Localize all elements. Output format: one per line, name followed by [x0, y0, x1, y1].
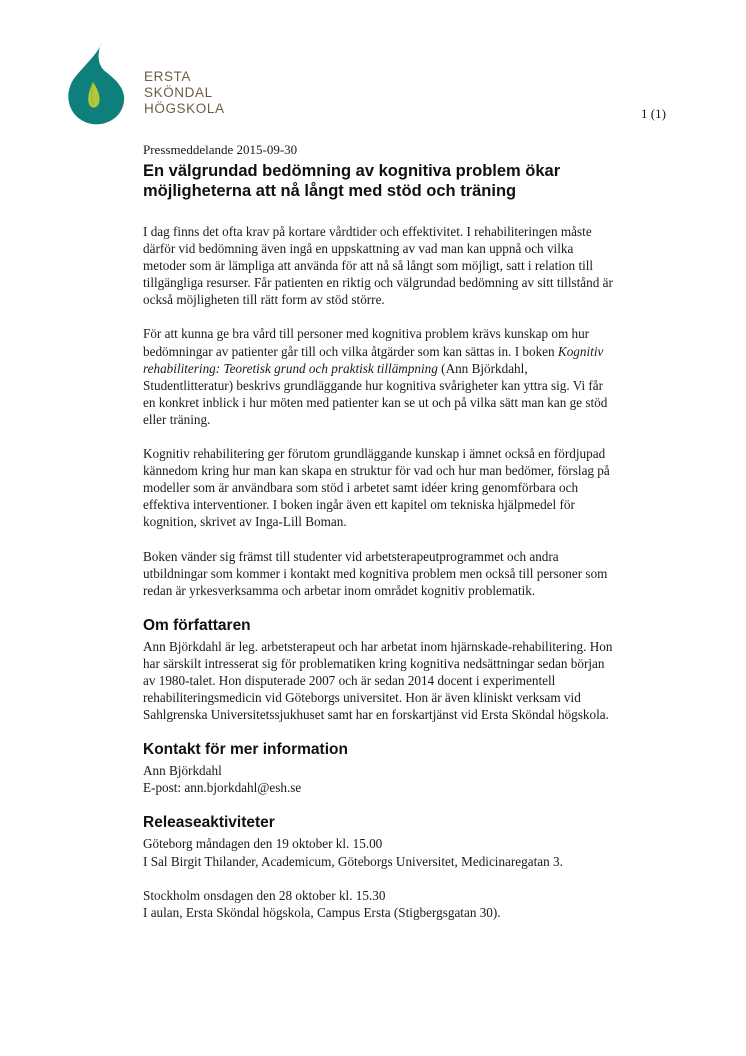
logo-drop-icon: [66, 42, 136, 126]
logo-line-2: SKÖNDAL: [144, 85, 213, 100]
page-number: 1 (1): [641, 106, 666, 121]
event-2-time: Stockholm onsdagen den 28 oktober kl. 15.30: [143, 887, 386, 903]
book-title: Kognitiv rehabilitering: Teoretisk grund och praktisk tillämpning: [143, 343, 604, 376]
event-2-location: I aulan, Ersta Sköndal högskola, Campus Ersta (Stigbergsgatan 30).: [143, 904, 501, 920]
paragraph-intro: I dag finns det ofta krav på kortare vårdtider och effektivitet. I rehabiliteringen måste därför vid bedömning även ingå en uppskattning av vad man kan uppnå och vilka metoder som är lämpliga att använda för att nå så långt som möjligt, satt i relation till tillgängliga resurser. Får patienten en riktig och välgrundad bedömning av sitt tillstånd är också möjligheten till rätt form av stöd större.: [143, 224, 613, 308]
paragraph-content: Kognitiv rehabilitering ger förutom grundläggande kunskap i ämnet också en fördjupad kännedom kring hur man kan skapa en struktur för vad och hur man bedömer, förslag på modeller som är användbara som stöd i arbetet samt idéer kring genomförbara och effektiva interventioner. I boken ingår även ett kapitel om tekniska hjälpmedel för kognition, skrivet av Inga-Lill Boman.: [143, 446, 610, 530]
author-heading: Om författaren: [143, 616, 251, 634]
release-date: Pressmeddelande 2015-09-30: [143, 142, 298, 157]
page-title: En välgrundad bedömning av kognitiva problem ökar möjligheterna att nå långt med stöd och träning: [143, 162, 561, 200]
release-event-stockholm: [143, 887, 613, 921]
event-1-location: I Sal Birgit Thilander, Academicum, Göteborgs Universitet, Medicinaregatan 3.: [143, 853, 563, 869]
press-release-body: [143, 142, 613, 938]
contact-email: E-post: ann.bjorkdahl@esh.se: [143, 780, 302, 796]
release-heading: Releaseaktiviteter: [143, 814, 275, 832]
logo-line-3: HÖGSKOLA: [144, 101, 225, 116]
paragraph-book-tail: (Ann Björkdahl, Studentlitteratur) beskrivs grundläggande hur kognitiva svårigheter kan yttra sig. Vi får en konkret inblick i hur möten med patienter kan se ut och på vilka sätt man kan ge stöd eller träning.: [143, 360, 608, 427]
logo: [66, 42, 236, 126]
logo-wordmark: [144, 69, 225, 117]
event-1-time: Göteborg måndagen den 19 oktober kl. 15.00: [143, 836, 383, 852]
paragraph-book: [143, 325, 613, 428]
logo-line-1: ERSTA: [144, 69, 192, 84]
paragraph-audience: Boken vänder sig främst till studenter vid arbetsterapeutprogrammet och andra utbildningar som kommer i kontakt med kognitiva problem men också till personer som redan är yrkesverksamma och arbetar inom området kognitiv problematik.: [143, 548, 608, 598]
release-event-gothenburg: [143, 835, 613, 869]
contact-heading: Kontakt för mer information: [143, 741, 348, 759]
paragraph-book-lead: För att kunna ge bra vård till personer med kognitiva problem krävs kunskap om hur bedömningar av patienter går till och vilka åtgärder som kan sättas in. I boken: [143, 326, 590, 359]
author-text: Ann Björkdahl är leg. arbetsterapeut och har arbetat inom hjärnskade-rehabilitering. Hon har särskilt intresserat sig för problematiken kring kognitiva nedsättningar sedan början av 1980-talet. Hon disputerade 2007 och är sedan 2014 docent i experimentell rehabiliteringsmedicin vid Göteborgs universitet. Hon är även kliniskt verksam vid Sahlgrenska Universitetssjukhuset samt har en forskartjänst vid Ersta Sköndal högskola.: [143, 638, 613, 723]
contact-name: Ann Björkdahl: [143, 763, 222, 779]
contact-details: [143, 762, 613, 796]
